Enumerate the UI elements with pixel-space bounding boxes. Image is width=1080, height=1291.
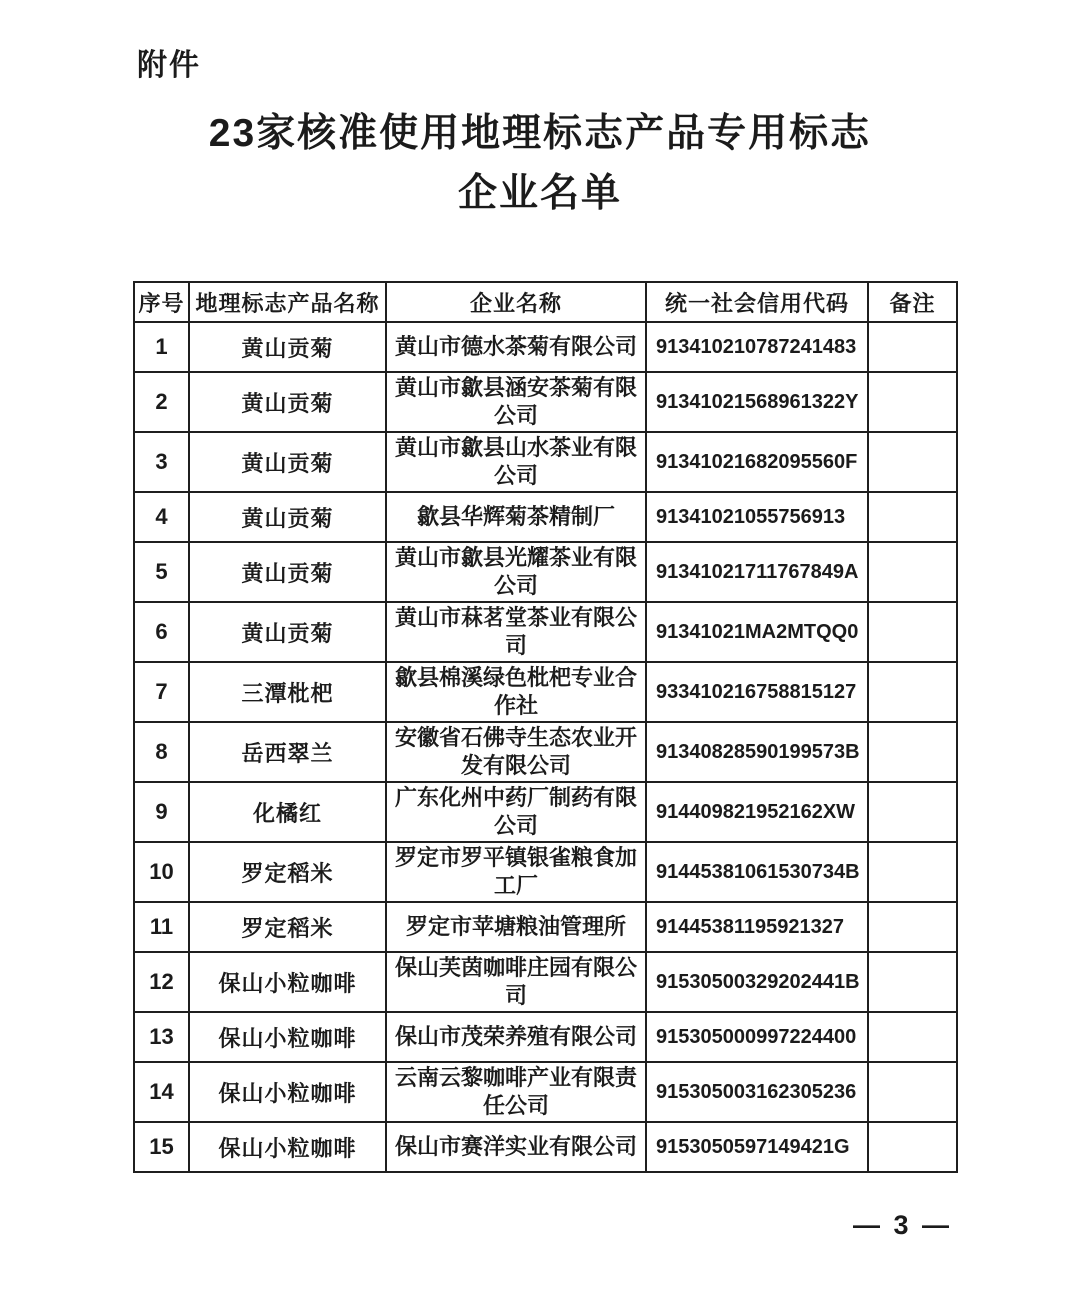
row-no-cell: 11: [134, 902, 189, 952]
table-row: [134, 1122, 957, 1172]
company-name-cell: 罗定市苹塘粮油管理所: [386, 902, 646, 952]
row-no-cell: 4: [134, 492, 189, 542]
remark-cell: [868, 952, 957, 1012]
remark-cell: [868, 842, 957, 902]
company-name-cell: 罗定市罗平镇银雀粮食加工厂: [386, 842, 646, 902]
company-name-cell: 黄山市歙县山水茶业有限公司: [386, 432, 646, 492]
product-name-cell: 化橘红: [189, 782, 386, 842]
product-name-cell: 保山小粒咖啡: [189, 952, 386, 1012]
document-title: [0, 104, 1080, 224]
company-name-cell: 歙县华辉菊茶精制厂: [386, 492, 646, 542]
row-no-cell: 6: [134, 602, 189, 662]
credit-code-cell: 915305000997224400: [646, 1012, 868, 1062]
product-name-cell: 黄山贡菊: [189, 492, 386, 542]
header-product-name: 地理标志产品名称: [189, 282, 386, 322]
company-name-cell: 歙县棉溪绿色枇杷专业合作社: [386, 662, 646, 722]
table-row: [134, 722, 957, 782]
header-remark: 备注: [868, 282, 957, 322]
credit-code-cell: 91341021MA2MTQQ0: [646, 602, 868, 662]
company-name-cell: 黄山市菻茗堂茶业有限公司: [386, 602, 646, 662]
row-no-cell: 9: [134, 782, 189, 842]
company-name-cell: 广东化州中药厂制药有限公司: [386, 782, 646, 842]
companies-table: [133, 281, 958, 1173]
company-name-cell: 黄山市歙县光耀茶业有限公司: [386, 542, 646, 602]
remark-cell: [868, 1122, 957, 1172]
credit-code-cell: 933410216758815127: [646, 662, 868, 722]
remark-cell: [868, 432, 957, 492]
remark-cell: [868, 492, 957, 542]
product-name-cell: 保山小粒咖啡: [189, 1062, 386, 1122]
company-name-cell: 保山市茂荣养殖有限公司: [386, 1012, 646, 1062]
page-title-line1: 23家核准使用地理标志产品专用标志: [208, 112, 872, 155]
credit-code-cell: 91341021682095560F: [646, 432, 868, 492]
credit-code-cell: 91445381195921327: [646, 902, 868, 952]
product-name-cell: 罗定稻米: [189, 842, 386, 902]
row-no-cell: 7: [134, 662, 189, 722]
table-row: [134, 322, 957, 372]
remark-cell: [868, 782, 957, 842]
product-name-cell: 保山小粒咖啡: [189, 1122, 386, 1172]
product-name-cell: 保山小粒咖啡: [189, 1012, 386, 1062]
table-row: [134, 952, 957, 1012]
company-name-cell: 保山芙茵咖啡庄园有限公司: [386, 952, 646, 1012]
credit-code-cell: 91341021568961322Y: [646, 372, 868, 432]
credit-code-cell: 915305003162305236: [646, 1062, 868, 1122]
product-name-cell: 罗定稻米: [189, 902, 386, 952]
company-name-cell: 保山市赛洋实业有限公司: [386, 1122, 646, 1172]
row-no-cell: 15: [134, 1122, 189, 1172]
row-no-cell: 14: [134, 1062, 189, 1122]
row-no-cell: 5: [134, 542, 189, 602]
table-row: [134, 662, 957, 722]
product-name-cell: 岳西翠兰: [189, 722, 386, 782]
row-no-cell: 1: [134, 322, 189, 372]
remark-cell: [868, 1012, 957, 1062]
table-row: [134, 372, 957, 432]
table-row: [134, 602, 957, 662]
product-name-cell: 黄山贡菊: [189, 372, 386, 432]
page-title-line2: 企业名单: [457, 172, 622, 215]
attachment-label: 附件: [137, 49, 201, 82]
remark-cell: [868, 902, 957, 952]
table-row: [134, 432, 957, 492]
row-no-cell: 3: [134, 432, 189, 492]
credit-code-cell: 9153050597149421G: [646, 1122, 868, 1172]
remark-cell: [868, 372, 957, 432]
credit-code-cell: 914409821952162XW: [646, 782, 868, 842]
product-name-cell: 三潭枇杷: [189, 662, 386, 722]
header-company-name: 企业名称: [386, 282, 646, 322]
table-row: [134, 842, 957, 902]
product-name-cell: 黄山贡菊: [189, 322, 386, 372]
page-number: — 3 —: [852, 1210, 952, 1240]
table-row: [134, 902, 957, 952]
remark-cell: [868, 662, 957, 722]
table-row: [134, 1012, 957, 1062]
product-name-cell: 黄山贡菊: [189, 542, 386, 602]
row-no-cell: 13: [134, 1012, 189, 1062]
credit-code-cell: 91341021711767849A: [646, 542, 868, 602]
table-header-row: [134, 282, 957, 322]
header-no: 序号: [134, 282, 189, 322]
company-name-cell: 安徽省石佛寺生态农业开发有限公司: [386, 722, 646, 782]
remark-cell: [868, 602, 957, 662]
header-credit-code: 统一社会信用代码: [646, 282, 868, 322]
remark-cell: [868, 1062, 957, 1122]
row-no-cell: 2: [134, 372, 189, 432]
credit-code-cell: 91341021055756913: [646, 492, 868, 542]
company-name-cell: 黄山市德水茶菊有限公司: [386, 322, 646, 372]
credit-code-cell: 91340828590199573B: [646, 722, 868, 782]
product-name-cell: 黄山贡菊: [189, 602, 386, 662]
table-row: [134, 492, 957, 542]
table-row: [134, 1062, 957, 1122]
remark-cell: [868, 722, 957, 782]
remark-cell: [868, 542, 957, 602]
row-no-cell: 8: [134, 722, 189, 782]
row-no-cell: 12: [134, 952, 189, 1012]
company-name-cell: 云南云黎咖啡产业有限责任公司: [386, 1062, 646, 1122]
credit-code-cell: 913410210787241483: [646, 322, 868, 372]
table-row: [134, 782, 957, 842]
company-name-cell: 黄山市歙县涵安茶菊有限公司: [386, 372, 646, 432]
table-row: [134, 542, 957, 602]
product-name-cell: 黄山贡菊: [189, 432, 386, 492]
remark-cell: [868, 322, 957, 372]
row-no-cell: 10: [134, 842, 189, 902]
credit-code-cell: 91530500329202441B: [646, 952, 868, 1012]
credit-code-cell: 91445381061530734B: [646, 842, 868, 902]
